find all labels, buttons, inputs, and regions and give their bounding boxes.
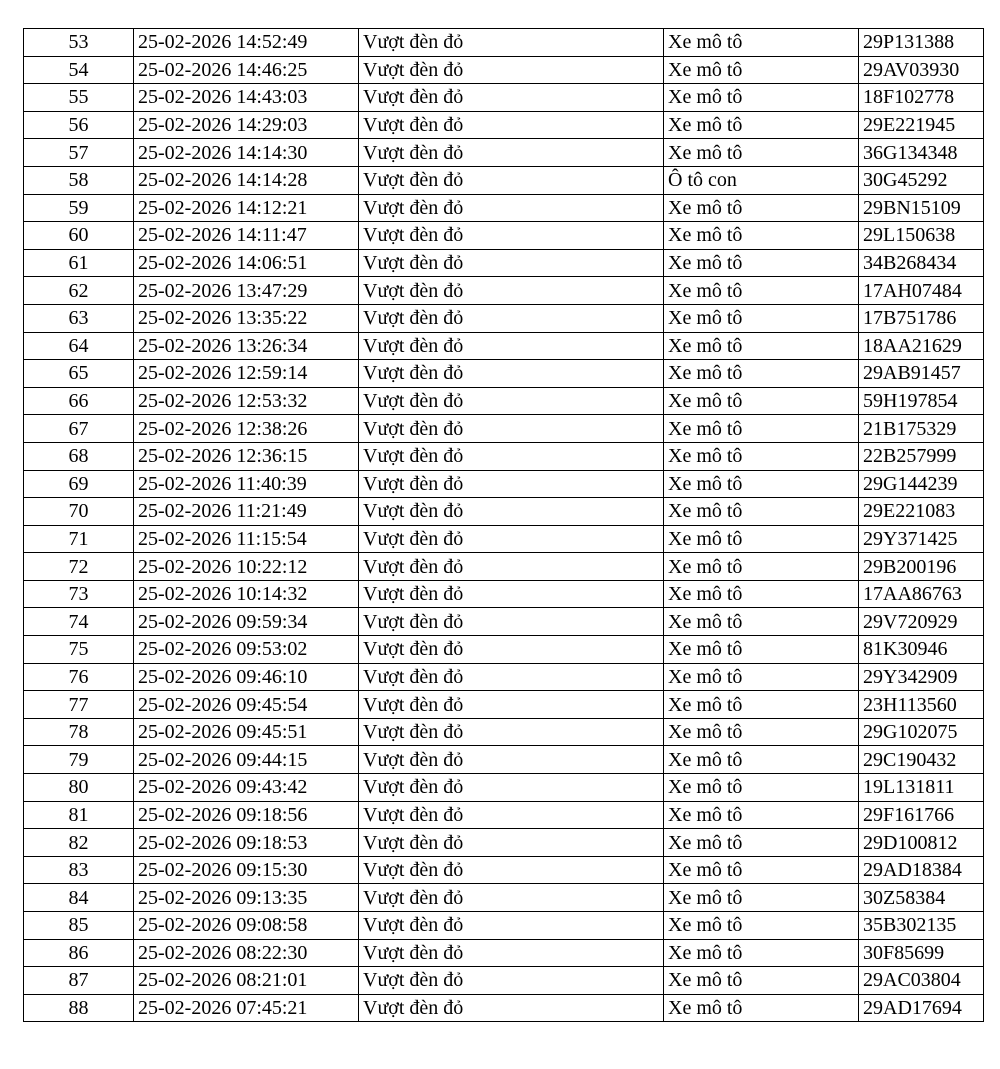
vehicle-type-cell: Xe mô tô	[664, 222, 859, 250]
vehicle-type-cell: Xe mô tô	[664, 746, 859, 774]
violation-type-cell: Vượt đèn đỏ	[359, 967, 664, 995]
row-number-cell: 59	[24, 194, 134, 222]
timestamp-cell: 25-02-2026 12:53:32	[134, 387, 359, 415]
violation-type-cell: Vượt đèn đỏ	[359, 84, 664, 112]
vehicle-type-cell: Xe mô tô	[664, 608, 859, 636]
table-row	[24, 139, 984, 167]
row-number-cell: 74	[24, 608, 134, 636]
table-row	[24, 332, 984, 360]
table-row	[24, 360, 984, 388]
violation-type-cell: Vượt đèn đỏ	[359, 912, 664, 940]
row-number-cell: 84	[24, 884, 134, 912]
table-row	[24, 387, 984, 415]
violation-type-cell: Vượt đèn đỏ	[359, 194, 664, 222]
vehicle-type-cell: Xe mô tô	[664, 580, 859, 608]
license-plate-cell: 29AV03930	[859, 56, 984, 84]
violation-list-sheet	[23, 28, 984, 1022]
violation-type-cell: Vượt đèn đỏ	[359, 746, 664, 774]
vehicle-type-cell: Xe mô tô	[664, 442, 859, 470]
license-plate-cell: 30F85699	[859, 939, 984, 967]
table-row	[24, 801, 984, 829]
row-number-cell: 88	[24, 994, 134, 1022]
license-plate-cell: 29L150638	[859, 222, 984, 250]
vehicle-type-cell: Xe mô tô	[664, 139, 859, 167]
timestamp-cell: 25-02-2026 11:40:39	[134, 470, 359, 498]
table-row	[24, 304, 984, 332]
row-number-cell: 61	[24, 249, 134, 277]
violation-type-cell: Vượt đèn đỏ	[359, 994, 664, 1022]
row-number-cell: 86	[24, 939, 134, 967]
license-plate-cell: 19L131811	[859, 774, 984, 802]
license-plate-cell: 29AD17694	[859, 994, 984, 1022]
license-plate-cell: 29G102075	[859, 718, 984, 746]
table-row	[24, 415, 984, 443]
row-number-cell: 70	[24, 498, 134, 526]
row-number-cell: 58	[24, 166, 134, 194]
license-plate-cell: 29G144239	[859, 470, 984, 498]
table-row	[24, 111, 984, 139]
vehicle-type-cell: Xe mô tô	[664, 553, 859, 581]
vehicle-type-cell: Xe mô tô	[664, 525, 859, 553]
table-row	[24, 746, 984, 774]
timestamp-cell: 25-02-2026 09:15:30	[134, 856, 359, 884]
violation-type-cell: Vượt đèn đỏ	[359, 718, 664, 746]
table-row	[24, 663, 984, 691]
vehicle-type-cell: Xe mô tô	[664, 498, 859, 526]
license-plate-cell: 36G134348	[859, 139, 984, 167]
table-row	[24, 84, 984, 112]
table-row	[24, 277, 984, 305]
violation-type-cell: Vượt đèn đỏ	[359, 498, 664, 526]
violation-type-cell: Vượt đèn đỏ	[359, 608, 664, 636]
violation-type-cell: Vượt đèn đỏ	[359, 829, 664, 857]
row-number-cell: 53	[24, 29, 134, 57]
row-number-cell: 83	[24, 856, 134, 884]
row-number-cell: 63	[24, 304, 134, 332]
timestamp-cell: 25-02-2026 07:45:21	[134, 994, 359, 1022]
timestamp-cell: 25-02-2026 09:43:42	[134, 774, 359, 802]
violation-type-cell: Vượt đèn đỏ	[359, 360, 664, 388]
row-number-cell: 79	[24, 746, 134, 774]
row-number-cell: 60	[24, 222, 134, 250]
vehicle-type-cell: Xe mô tô	[664, 912, 859, 940]
license-plate-cell: 29D100812	[859, 829, 984, 857]
row-number-cell: 77	[24, 691, 134, 719]
violation-type-cell: Vượt đèn đỏ	[359, 856, 664, 884]
license-plate-cell: 29E221945	[859, 111, 984, 139]
timestamp-cell: 25-02-2026 09:45:54	[134, 691, 359, 719]
row-number-cell: 57	[24, 139, 134, 167]
vehicle-type-cell: Xe mô tô	[664, 691, 859, 719]
table-row	[24, 774, 984, 802]
vehicle-type-cell: Xe mô tô	[664, 415, 859, 443]
violation-type-cell: Vượt đèn đỏ	[359, 470, 664, 498]
vehicle-type-cell: Xe mô tô	[664, 304, 859, 332]
license-plate-cell: 59H197854	[859, 387, 984, 415]
vehicle-type-cell: Ô tô con	[664, 166, 859, 194]
violation-type-cell: Vượt đèn đỏ	[359, 304, 664, 332]
row-number-cell: 55	[24, 84, 134, 112]
timestamp-cell: 25-02-2026 14:11:47	[134, 222, 359, 250]
violation-type-cell: Vượt đèn đỏ	[359, 580, 664, 608]
license-plate-cell: 23H113560	[859, 691, 984, 719]
violation-type-cell: Vượt đèn đỏ	[359, 774, 664, 802]
license-plate-cell: 29Y342909	[859, 663, 984, 691]
timestamp-cell: 25-02-2026 14:06:51	[134, 249, 359, 277]
violation-type-cell: Vượt đèn đỏ	[359, 663, 664, 691]
row-number-cell: 76	[24, 663, 134, 691]
timestamp-cell: 25-02-2026 14:14:28	[134, 166, 359, 194]
violation-type-cell: Vượt đèn đỏ	[359, 222, 664, 250]
table-row	[24, 56, 984, 84]
timestamp-cell: 25-02-2026 09:18:53	[134, 829, 359, 857]
row-number-cell: 82	[24, 829, 134, 857]
license-plate-cell: 34B268434	[859, 249, 984, 277]
license-plate-cell: 29B200196	[859, 553, 984, 581]
table-row	[24, 553, 984, 581]
license-plate-cell: 30Z58384	[859, 884, 984, 912]
timestamp-cell: 25-02-2026 12:36:15	[134, 442, 359, 470]
violation-type-cell: Vượt đèn đỏ	[359, 111, 664, 139]
vehicle-type-cell: Xe mô tô	[664, 939, 859, 967]
violation-type-cell: Vượt đèn đỏ	[359, 415, 664, 443]
license-plate-cell: 29BN15109	[859, 194, 984, 222]
table-row	[24, 580, 984, 608]
row-number-cell: 65	[24, 360, 134, 388]
vehicle-type-cell: Xe mô tô	[664, 194, 859, 222]
license-plate-cell: 81K30946	[859, 636, 984, 664]
license-plate-cell: 21B175329	[859, 415, 984, 443]
violation-type-cell: Vượt đèn đỏ	[359, 387, 664, 415]
row-number-cell: 69	[24, 470, 134, 498]
vehicle-type-cell: Xe mô tô	[664, 801, 859, 829]
table-row	[24, 912, 984, 940]
row-number-cell: 75	[24, 636, 134, 664]
vehicle-type-cell: Xe mô tô	[664, 718, 859, 746]
row-number-cell: 87	[24, 967, 134, 995]
license-plate-cell: 22B257999	[859, 442, 984, 470]
vehicle-type-cell: Xe mô tô	[664, 884, 859, 912]
timestamp-cell: 25-02-2026 14:46:25	[134, 56, 359, 84]
violation-type-cell: Vượt đèn đỏ	[359, 166, 664, 194]
table-row	[24, 994, 984, 1022]
vehicle-type-cell: Xe mô tô	[664, 856, 859, 884]
license-plate-cell: 18F102778	[859, 84, 984, 112]
table-row	[24, 939, 984, 967]
table-row	[24, 222, 984, 250]
license-plate-cell: 35B302135	[859, 912, 984, 940]
timestamp-cell: 25-02-2026 14:52:49	[134, 29, 359, 57]
table-row	[24, 884, 984, 912]
timestamp-cell: 25-02-2026 14:12:21	[134, 194, 359, 222]
table-row	[24, 29, 984, 57]
vehicle-type-cell: Xe mô tô	[664, 111, 859, 139]
timestamp-cell: 25-02-2026 13:47:29	[134, 277, 359, 305]
table-row	[24, 608, 984, 636]
table-row	[24, 829, 984, 857]
table-row	[24, 856, 984, 884]
row-number-cell: 54	[24, 56, 134, 84]
table-row	[24, 691, 984, 719]
violation-table-body	[24, 29, 984, 1022]
license-plate-cell: 29P131388	[859, 29, 984, 57]
license-plate-cell: 17B751786	[859, 304, 984, 332]
violation-type-cell: Vượt đèn đỏ	[359, 636, 664, 664]
table-row	[24, 166, 984, 194]
timestamp-cell: 25-02-2026 09:18:56	[134, 801, 359, 829]
timestamp-cell: 25-02-2026 13:26:34	[134, 332, 359, 360]
license-plate-cell: 29F161766	[859, 801, 984, 829]
timestamp-cell: 25-02-2026 10:22:12	[134, 553, 359, 581]
row-number-cell: 85	[24, 912, 134, 940]
row-number-cell: 78	[24, 718, 134, 746]
timestamp-cell: 25-02-2026 13:35:22	[134, 304, 359, 332]
violation-type-cell: Vượt đèn đỏ	[359, 139, 664, 167]
row-number-cell: 64	[24, 332, 134, 360]
vehicle-type-cell: Xe mô tô	[664, 249, 859, 277]
vehicle-type-cell: Xe mô tô	[664, 387, 859, 415]
table-row	[24, 636, 984, 664]
row-number-cell: 67	[24, 415, 134, 443]
timestamp-cell: 25-02-2026 14:29:03	[134, 111, 359, 139]
timestamp-cell: 25-02-2026 14:43:03	[134, 84, 359, 112]
row-number-cell: 80	[24, 774, 134, 802]
license-plate-cell: 29Y371425	[859, 525, 984, 553]
vehicle-type-cell: Xe mô tô	[664, 29, 859, 57]
vehicle-type-cell: Xe mô tô	[664, 56, 859, 84]
timestamp-cell: 25-02-2026 09:13:35	[134, 884, 359, 912]
violation-table	[23, 28, 984, 1022]
violation-type-cell: Vượt đèn đỏ	[359, 939, 664, 967]
table-row	[24, 442, 984, 470]
timestamp-cell: 25-02-2026 09:08:58	[134, 912, 359, 940]
vehicle-type-cell: Xe mô tô	[664, 774, 859, 802]
violation-type-cell: Vượt đèn đỏ	[359, 801, 664, 829]
violation-type-cell: Vượt đèn đỏ	[359, 29, 664, 57]
license-plate-cell: 29AB91457	[859, 360, 984, 388]
vehicle-type-cell: Xe mô tô	[664, 470, 859, 498]
license-plate-cell: 30G45292	[859, 166, 984, 194]
license-plate-cell: 29AD18384	[859, 856, 984, 884]
license-plate-cell: 29AC03804	[859, 967, 984, 995]
vehicle-type-cell: Xe mô tô	[664, 84, 859, 112]
license-plate-cell: 29C190432	[859, 746, 984, 774]
timestamp-cell: 25-02-2026 09:45:51	[134, 718, 359, 746]
vehicle-type-cell: Xe mô tô	[664, 360, 859, 388]
violation-type-cell: Vượt đèn đỏ	[359, 277, 664, 305]
license-plate-cell: 17AH07484	[859, 277, 984, 305]
row-number-cell: 66	[24, 387, 134, 415]
table-row	[24, 194, 984, 222]
row-number-cell: 72	[24, 553, 134, 581]
violation-type-cell: Vượt đèn đỏ	[359, 553, 664, 581]
timestamp-cell: 25-02-2026 14:14:30	[134, 139, 359, 167]
vehicle-type-cell: Xe mô tô	[664, 829, 859, 857]
timestamp-cell: 25-02-2026 09:53:02	[134, 636, 359, 664]
license-plate-cell: 17AA86763	[859, 580, 984, 608]
table-row	[24, 718, 984, 746]
row-number-cell: 71	[24, 525, 134, 553]
row-number-cell: 73	[24, 580, 134, 608]
vehicle-type-cell: Xe mô tô	[664, 332, 859, 360]
violation-type-cell: Vượt đèn đỏ	[359, 56, 664, 84]
row-number-cell: 81	[24, 801, 134, 829]
row-number-cell: 62	[24, 277, 134, 305]
license-plate-cell: 18AA21629	[859, 332, 984, 360]
timestamp-cell: 25-02-2026 12:38:26	[134, 415, 359, 443]
violation-type-cell: Vượt đèn đỏ	[359, 691, 664, 719]
table-row	[24, 967, 984, 995]
vehicle-type-cell: Xe mô tô	[664, 636, 859, 664]
vehicle-type-cell: Xe mô tô	[664, 994, 859, 1022]
vehicle-type-cell: Xe mô tô	[664, 967, 859, 995]
timestamp-cell: 25-02-2026 09:44:15	[134, 746, 359, 774]
table-row	[24, 470, 984, 498]
violation-type-cell: Vượt đèn đỏ	[359, 525, 664, 553]
timestamp-cell: 25-02-2026 08:21:01	[134, 967, 359, 995]
timestamp-cell: 25-02-2026 11:15:54	[134, 525, 359, 553]
license-plate-cell: 29V720929	[859, 608, 984, 636]
vehicle-type-cell: Xe mô tô	[664, 277, 859, 305]
table-row	[24, 498, 984, 526]
timestamp-cell: 25-02-2026 08:22:30	[134, 939, 359, 967]
violation-type-cell: Vượt đèn đỏ	[359, 332, 664, 360]
row-number-cell: 56	[24, 111, 134, 139]
table-row	[24, 525, 984, 553]
timestamp-cell: 25-02-2026 10:14:32	[134, 580, 359, 608]
license-plate-cell: 29E221083	[859, 498, 984, 526]
timestamp-cell: 25-02-2026 09:46:10	[134, 663, 359, 691]
violation-type-cell: Vượt đèn đỏ	[359, 884, 664, 912]
timestamp-cell: 25-02-2026 11:21:49	[134, 498, 359, 526]
vehicle-type-cell: Xe mô tô	[664, 663, 859, 691]
timestamp-cell: 25-02-2026 12:59:14	[134, 360, 359, 388]
table-row	[24, 249, 984, 277]
timestamp-cell: 25-02-2026 09:59:34	[134, 608, 359, 636]
violation-type-cell: Vượt đèn đỏ	[359, 249, 664, 277]
row-number-cell: 68	[24, 442, 134, 470]
violation-type-cell: Vượt đèn đỏ	[359, 442, 664, 470]
